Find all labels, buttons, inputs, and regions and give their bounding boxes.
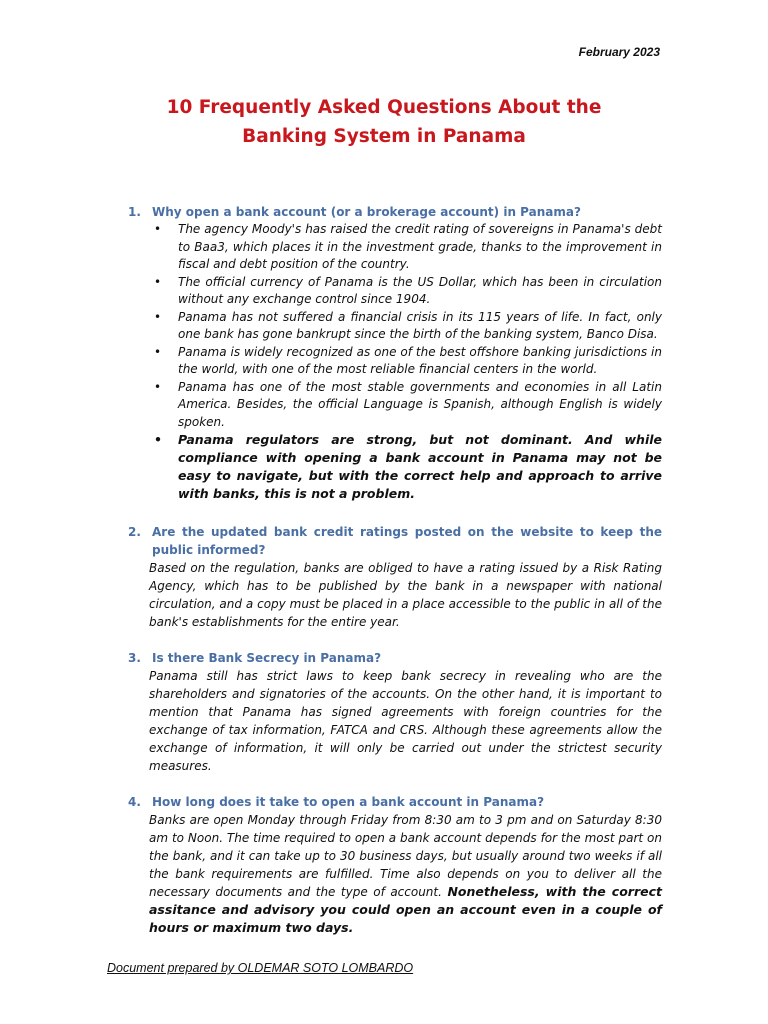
- faq-number: 2.: [128, 525, 141, 539]
- faq-item-2: [128, 523, 662, 631]
- bullet-icon: •: [154, 222, 162, 236]
- bullet-item: • Panama is widely recognized as one of the best offshore banking jurisdictions in the world, with one of the most reliable financial centers in the world.: [154, 344, 662, 376]
- faq-number: 3.: [128, 651, 141, 665]
- faq-heading-2: [128, 523, 662, 559]
- faq-heading-text: Why open a bank account (or a brokerage account) in Panama?: [152, 205, 581, 219]
- faq-list: [128, 203, 662, 937]
- footer-author: Document prepared by OLDEMAR SOTO LOMBARDO: [107, 961, 414, 975]
- title-line-2: Banking System in Panama: [242, 126, 526, 147]
- faq-heading-3: [128, 649, 662, 667]
- faq-number: 1.: [128, 205, 141, 219]
- bullet-item: • The agency Moody's has raised the credit rating of sovereigns in Panama's debt to Baa3, which places it in the investment grade, thanks to the improvement in fiscal and debt position of the country.: [154, 222, 662, 271]
- faq-heading-1: [128, 203, 662, 221]
- faq-answer-emphasis: Nonetheless, with the correct assitance and advisory you could open an account even in a couple of hours or maximum two days.: [149, 884, 662, 935]
- document-date: February 2023: [578, 45, 660, 59]
- bullet-item: • The official currency of Panama is the US Dollar, which has been in circulation without any exchange control since 1904.: [154, 274, 662, 306]
- faq-heading-4: [128, 793, 662, 811]
- faq-number: 4.: [128, 795, 141, 809]
- faq-heading-text: How long does it take to open a bank account in Panama?: [152, 795, 545, 809]
- bullet-item: • Panama has not suffered a financial crisis in its 115 years of life. In fact, only one bank has gone bankrupt since the birth of the banking system, Banco Disa.: [154, 309, 662, 341]
- bullet-item-emphasis: • Panama regulators are strong, but not dominant. And while compliance with opening a bank account in Panama may not be easy to navigate, but with the correct help and approach to arrive with banks, this is not a problem.: [154, 432, 662, 501]
- bullet-icon: •: [154, 344, 162, 359]
- bullet-icon: •: [154, 432, 162, 447]
- faq-item-3: [128, 649, 662, 775]
- faq-heading-text: Is there Bank Secrecy in Panama?: [152, 651, 382, 665]
- faq-answer: Panama still has strict laws to keep bank secrecy in revealing who are the shareholders and signatories of the accounts. On the other hand, it is important to mention that Panama has signed agreements with foreign countries for the exchange of tax information, FATCA and CRS. Although these agreements allow the exchange of information, it will only be carried out under the strictest security measures.: [149, 669, 662, 773]
- bullet-icon: •: [154, 274, 162, 289]
- faq-bullet-list: [152, 221, 662, 503]
- faq-heading-text: Are the updated bank credit ratings posted on the website to keep the public informed?: [152, 525, 662, 557]
- document-title: [100, 93, 668, 151]
- faq-answer-text: Banks are open Monday through Friday from 8:30 am to 3 pm and on Saturday 8:30 am to Noon. The time required to open a bank account depends for the most part on the bank, and it can take up to 30 business days, but usually around two weeks if all the bank requirements are fulfilled. Time also depends on you to deliver all the necessary documents and the type of account.: [149, 813, 662, 899]
- faq-answer: [149, 811, 662, 937]
- bullet-icon: •: [154, 309, 162, 324]
- faq-item-4: [128, 793, 662, 937]
- bullet-item: • Panama has one of the most stable governments and economies in all Latin America. Besides, the official Language is Spanish, although English is widely spoken.: [154, 379, 662, 429]
- faq-answer: Based on the regulation, banks are obliged to have a rating issued by a Risk Rating Agency, which has to be published by the bank in a newspaper with national circulation, and a copy must be placed in a place accessible to the public in all of the bank's establishments for the entire year.: [149, 561, 662, 629]
- bullet-icon: •: [154, 379, 162, 394]
- document-footer: [107, 961, 413, 975]
- title-line-1: 10 Frequently Asked Questions About the: [166, 97, 602, 118]
- faq-item-1: [128, 203, 662, 503]
